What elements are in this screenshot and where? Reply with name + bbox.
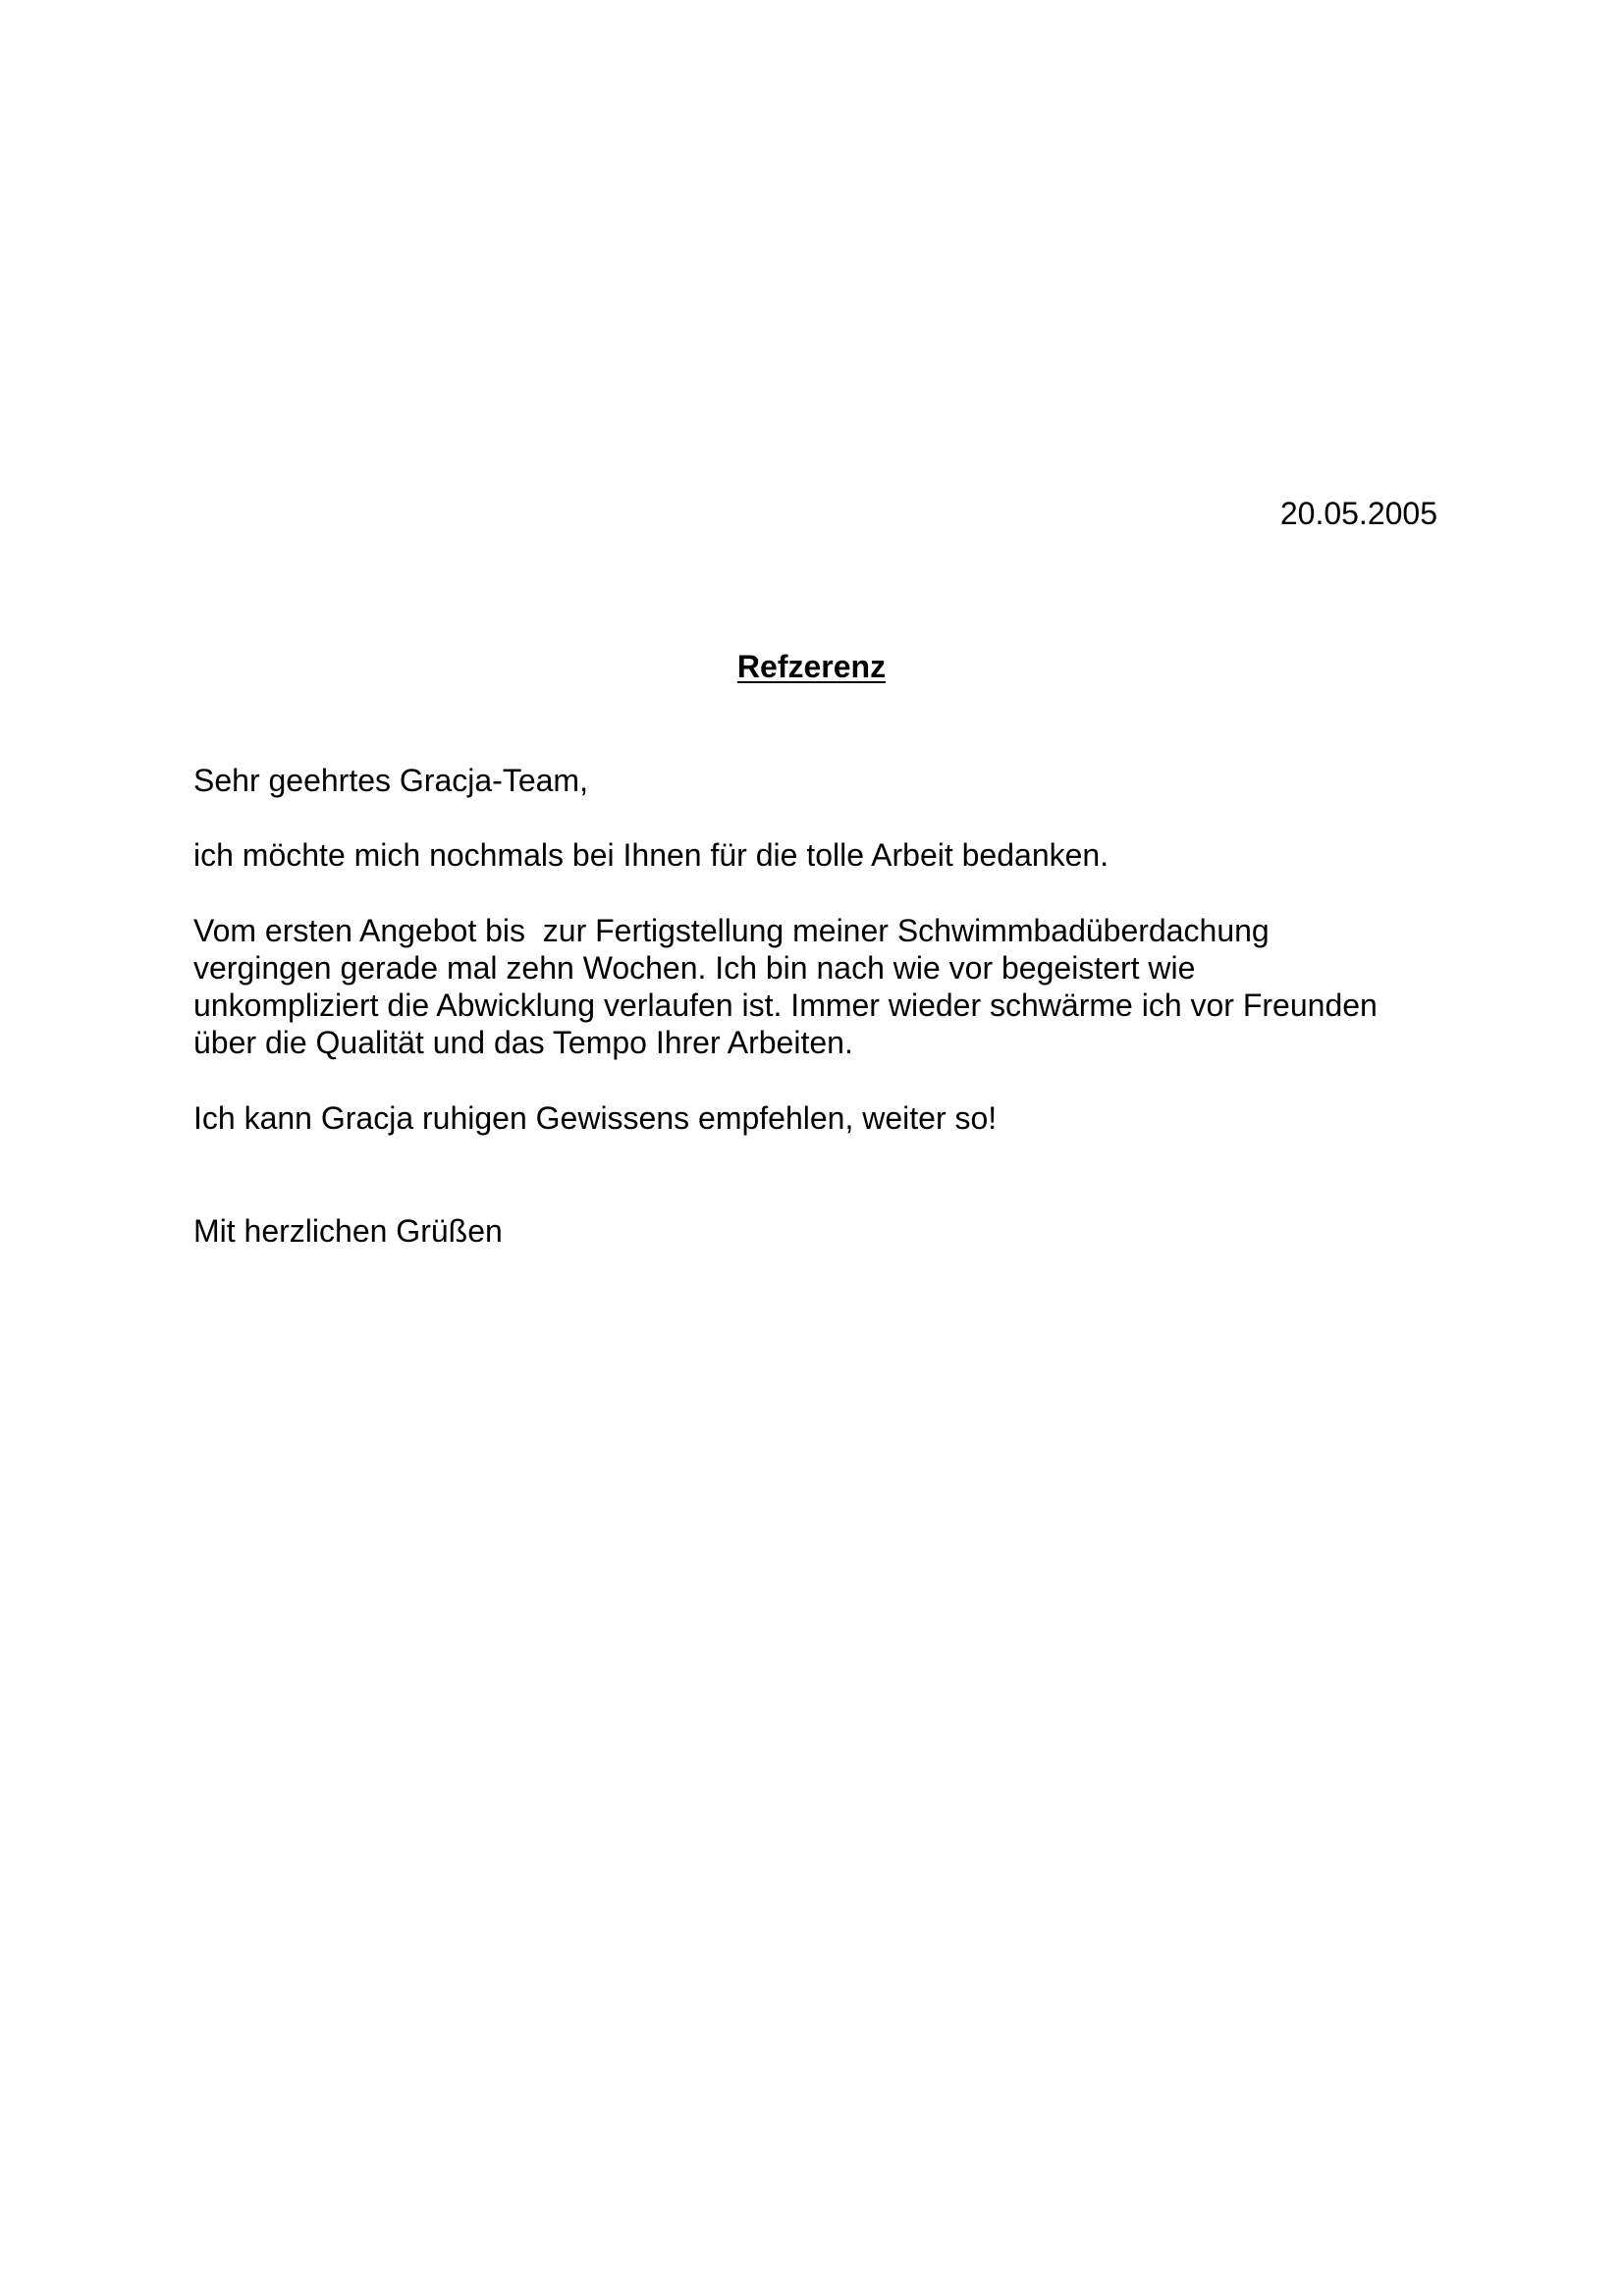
paragraph-recommendation: Ich kann Gracja ruhigen Gewissens empfehlen, weiter so! [193,1100,998,1136]
closing: Mit herzlichen Grüßen [193,1213,503,1249]
salutation: Sehr geehrtes Gracja-Team, [193,763,588,798]
letter-title: Refzerenz [736,649,887,684]
paragraph-body-line-1: Vom ersten Angebot bis zur Fertigstellung meiner Schwimmbadüberdachung [193,913,1270,948]
paragraph-body-line-3: unkompliziert die Abwicklung verlaufen ist. Immer wieder schwärme ich vor Freunden [193,988,1378,1023]
paragraph-thanks: ich möchte mich nochmals bei Ihnen für die tolle Arbeit bedanken. [193,837,1109,873]
letter-date: 20.05.2005 [1279,496,1437,531]
paragraph-body-line-4: über die Qualität und das Tempo Ihrer Arbeiten. [193,1025,853,1060]
paragraph-body-line-2: vergingen gerade mal zehn Wochen. Ich bin nach wie vor begeistert wie [193,950,1196,986]
